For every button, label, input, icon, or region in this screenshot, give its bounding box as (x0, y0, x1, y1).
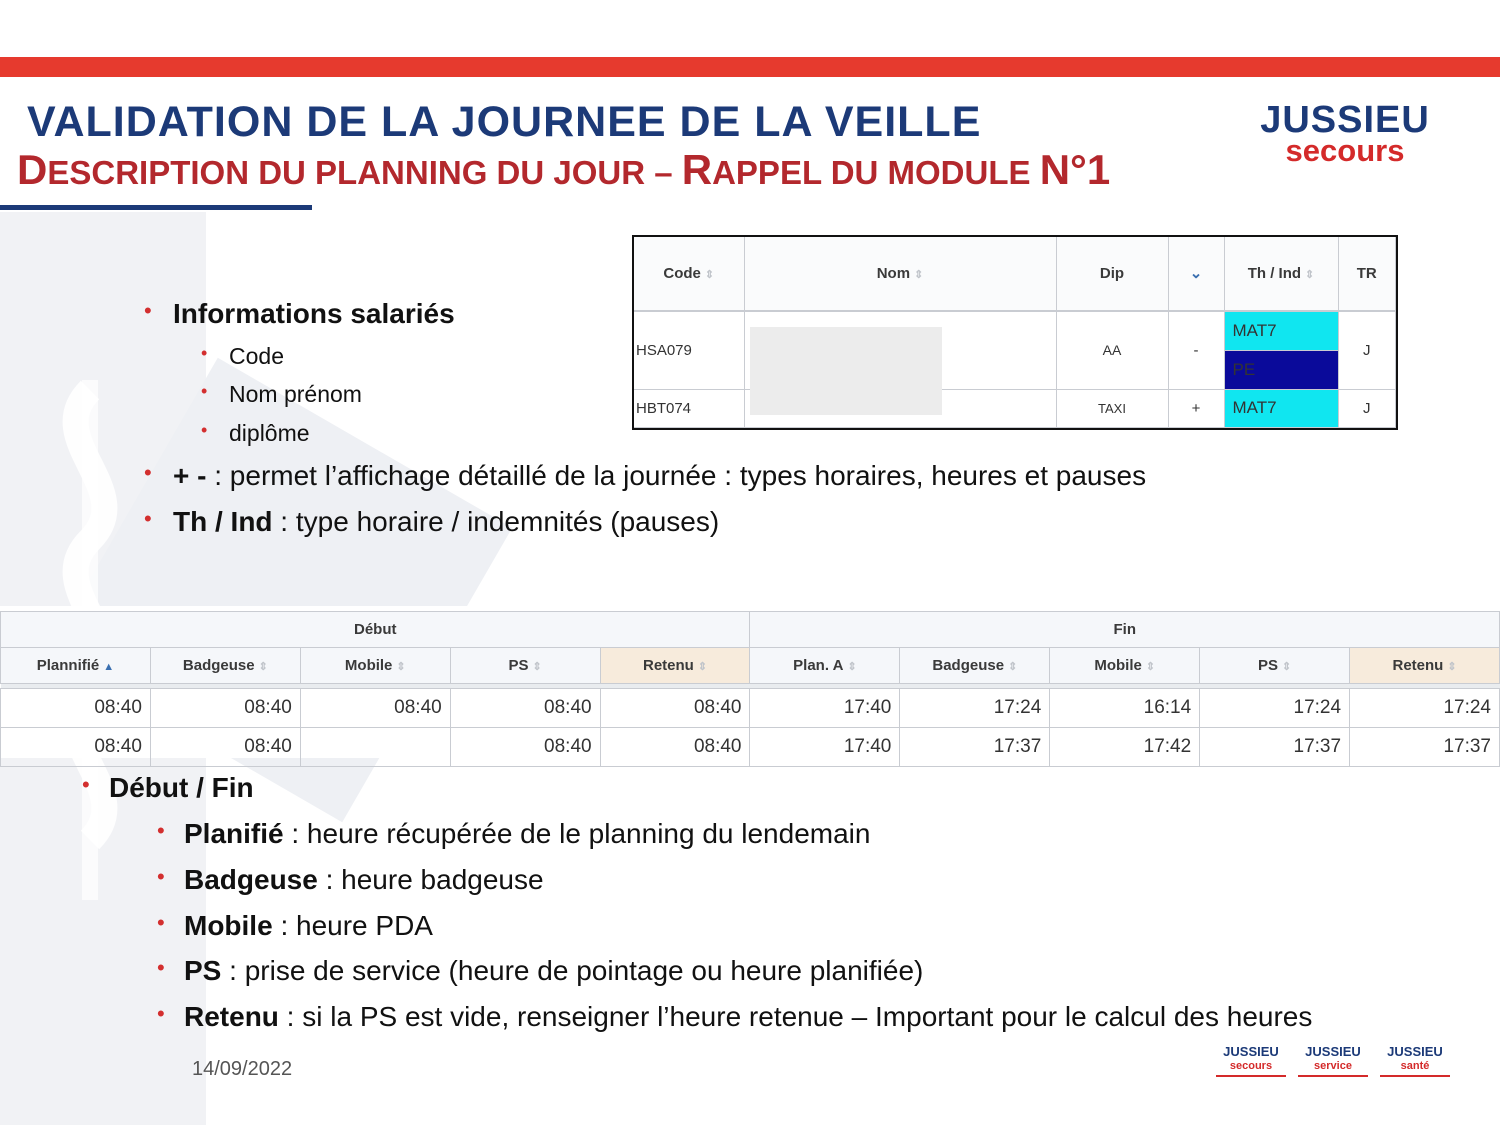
time-cell: 17:40 (750, 728, 900, 767)
employee-diploma: AA (1056, 311, 1168, 390)
tr-value: J (1338, 389, 1396, 427)
time-cell: 08:40 (150, 728, 300, 767)
bullet-dot: • (201, 343, 208, 363)
sort-icon[interactable]: ⇕ (1008, 661, 1018, 673)
sort-icon[interactable]: ⇕ (704, 268, 715, 281)
sort-icon[interactable]: ⇕ (532, 661, 542, 673)
top-accent-bar (0, 57, 1500, 77)
bullet-dot: • (201, 381, 208, 401)
expand-all-chevron-icon[interactable]: ⌄ (1168, 237, 1224, 311)
logo-text-bottom: secours (1285, 133, 1405, 168)
redacted-names (750, 327, 942, 415)
bullet-ps: PS : prise de service (heure de pointage ou heure planifiée) (184, 955, 924, 986)
time-cell: 08:40 (450, 728, 600, 767)
brand-logo (1245, 100, 1445, 170)
column-header-plan-a[interactable]: Plan. A ⇕ (750, 648, 900, 684)
time-cell: 16:14 (1050, 689, 1200, 728)
bullet-retenu: Retenu : si la PS est vide, renseigner l’heure retenue – Important pour le calcul des heures (184, 1001, 1313, 1032)
time-cell: 08:40 (150, 689, 300, 728)
title-underline (0, 205, 312, 210)
table-row (1, 689, 1500, 728)
page-subtitle: DESCRIPTION DU PLANNING DU JOUR – RAPPEL DU MODULE N°1 (17, 146, 1111, 193)
column-header-mobile[interactable]: Mobile ⇕ (300, 648, 450, 684)
bullet-planifie: Planifié : heure récupérée de le planning du lendemain (184, 818, 871, 849)
sort-asc-icon[interactable]: ▲ (103, 661, 115, 673)
expand-toggle-button[interactable]: + (1168, 389, 1224, 427)
sort-icon[interactable]: ⇕ (1145, 661, 1156, 673)
employee-code: HSA079 (634, 311, 744, 390)
time-cell: 08:40 (1, 689, 151, 728)
column-header-badgeuse[interactable]: Badgeuse ⇕ (150, 648, 300, 684)
schedule-type-cell[interactable]: MAT7 (1224, 311, 1338, 351)
bullet-dot: • (144, 506, 152, 531)
sort-icon[interactable]: ⇕ (258, 661, 268, 673)
bullet-name: Nom prénom (229, 381, 362, 407)
bullet-plus-minus: + - : permet l’affichage détaillé de la journée : types horaires, heures et pauses (173, 460, 1147, 491)
time-cell: 17:37 (900, 728, 1050, 767)
time-cell-editable[interactable]: 17:37 (1350, 728, 1500, 767)
bullet-code: Code (229, 343, 284, 369)
employee-code: HBT074 (634, 389, 744, 427)
time-cell: 17:24 (1200, 689, 1350, 728)
bullet-dot: • (144, 298, 152, 323)
column-header-mobile-fin[interactable]: Mobile ⇕ (1050, 648, 1200, 684)
bullet-dot: • (157, 864, 165, 889)
bullet-debut-fin: Début / Fin (109, 772, 254, 803)
footer-logo-service: JUSSIEU service (1298, 1045, 1368, 1077)
column-header-retenu[interactable]: Retenu ⇕ (600, 648, 750, 684)
time-cell: 08:40 (300, 689, 450, 728)
bullet-employee-info: Informations salariés (173, 298, 455, 329)
time-cell-editable[interactable]: 08:40 (600, 689, 750, 728)
column-header-ps[interactable]: PS ⇕ (450, 648, 600, 684)
bullet-mobile: Mobile : heure PDA (184, 910, 433, 941)
column-header-dip: Dip (1056, 237, 1168, 311)
bullet-dot: • (82, 772, 90, 797)
column-header-badgeuse-fin[interactable]: Badgeuse ⇕ (900, 648, 1050, 684)
bullet-dot: • (157, 955, 165, 980)
column-header-nom[interactable]: Nom ⇕ (744, 237, 1056, 311)
bullet-dot: • (157, 1001, 165, 1026)
employee-diploma: TAXI (1056, 389, 1168, 427)
column-header-code[interactable]: Code ⇕ (634, 237, 744, 311)
bullet-dot: • (144, 460, 152, 485)
group-header-debut: Début (1, 612, 750, 648)
collapse-toggle-button[interactable]: - (1168, 311, 1224, 390)
column-header-planifie[interactable]: Plannifié ▲ (1, 648, 151, 684)
time-table (0, 606, 1500, 758)
time-cell (300, 728, 450, 767)
bullet-th-ind: Th / Ind : type horaire / indemnités (pauses) (173, 506, 720, 537)
sort-icon[interactable]: ⇕ (914, 268, 924, 281)
bullet-badgeuse: Badgeuse : heure badgeuse (184, 864, 544, 895)
schedule-type-cell[interactable]: MAT7 (1224, 389, 1338, 427)
bullet-dot: • (157, 818, 165, 843)
column-header-tr: TR (1338, 237, 1396, 311)
time-cell-editable[interactable]: 08:40 (600, 728, 750, 767)
column-header-th-ind[interactable]: Th / Ind ⇕ (1224, 237, 1338, 311)
bullet-dot: • (157, 910, 165, 935)
employee-table (632, 235, 1398, 430)
sort-icon[interactable]: ⇕ (1447, 661, 1457, 673)
page-title: VALIDATION DE LA JOURNEE DE LA VEILLE (27, 98, 982, 146)
time-cell: 17:37 (1200, 728, 1350, 767)
footer-date: 14/09/2022 (192, 1058, 293, 1080)
bullet-dot: • (201, 420, 208, 440)
column-header-retenu-fin[interactable]: Retenu ⇕ (1350, 648, 1500, 684)
time-cell: 17:40 (750, 689, 900, 728)
bullet-diploma: diplôme (229, 420, 310, 446)
sort-icon[interactable]: ⇕ (1305, 268, 1315, 281)
footer-logo-secours: JUSSIEU secours (1216, 1045, 1286, 1077)
sort-icon[interactable]: ⇕ (396, 661, 406, 673)
indemnity-cell[interactable]: PE (1224, 351, 1338, 389)
logo-text-top: JUSSIEU (1260, 99, 1430, 141)
time-cell: 08:40 (1, 728, 151, 767)
time-cell: 17:42 (1050, 728, 1200, 767)
time-cell: 17:24 (900, 689, 1050, 728)
time-cell: 08:40 (450, 689, 600, 728)
sort-icon[interactable]: ⇕ (847, 661, 857, 673)
sort-icon[interactable]: ⇕ (1282, 661, 1292, 673)
time-cell-editable[interactable]: 17:24 (1350, 689, 1500, 728)
column-header-ps-fin[interactable]: PS ⇕ (1200, 648, 1350, 684)
table-row (1, 728, 1500, 767)
tr-value: J (1338, 311, 1396, 390)
sort-icon[interactable]: ⇕ (697, 661, 708, 673)
footer-logo-sante: JUSSIEU santé (1380, 1045, 1450, 1077)
group-header-fin: Fin (750, 612, 1500, 648)
